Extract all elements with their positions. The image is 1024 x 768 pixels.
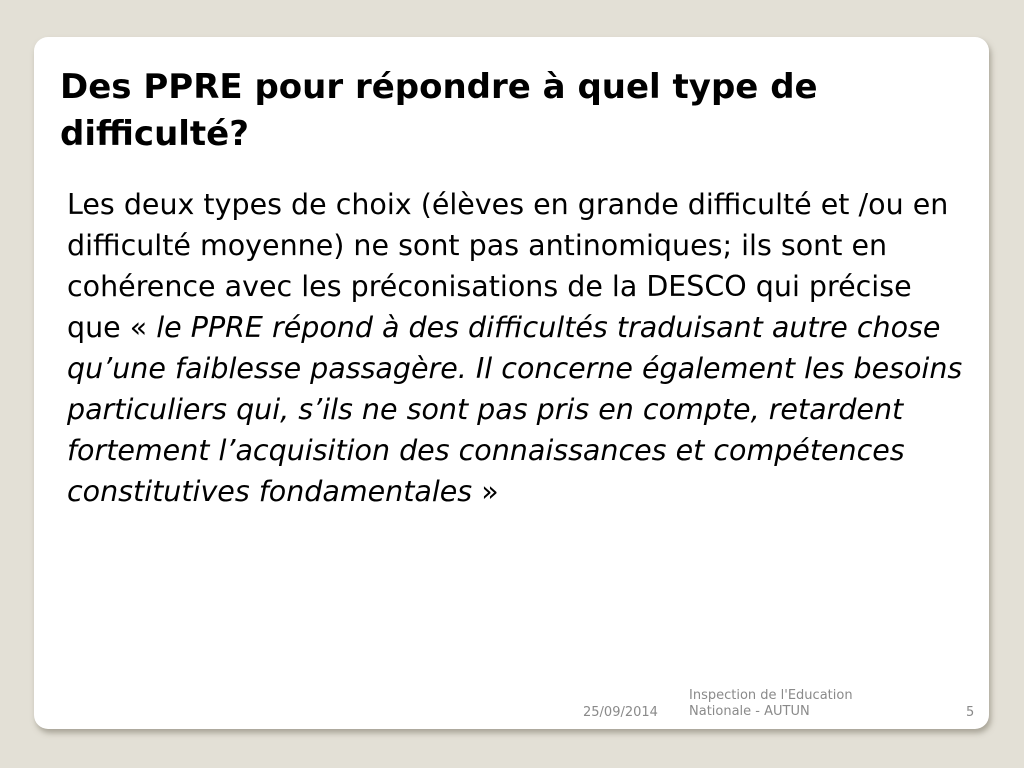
slide-body [67, 184, 972, 512]
footer-organization [689, 688, 889, 720]
slide-title: Des PPRE pour répondre à quel type de difficulté? [60, 67, 818, 154]
slide [34, 37, 989, 729]
footer-date: 25/09/2014 [583, 705, 658, 720]
body-closing-quote: » [472, 475, 499, 508]
footer-organization-line1: Inspection de l'Education [689, 688, 853, 703]
footer-organization-line2: Nationale - AUTUN [689, 704, 810, 719]
body-quote-text: le PPRE répond à des difficultés traduisant autre chose qu’une faiblesse passagère. Il concerne également les besoins particuliers qui, s’ils ne sont pas pris en compte, retardent fortement l’acquisition des connaissances et compétences constitutives fondamentales [67, 311, 963, 508]
footer-page-number: 5 [966, 705, 975, 720]
body-intro-text: Les deux types de choix (élèves en grande difficulté et /ou en difficulté moyenne) ne sont pas antinomiques; ils sont en cohérence avec les préconisations de la DESCO qui précise que « [67, 188, 949, 344]
